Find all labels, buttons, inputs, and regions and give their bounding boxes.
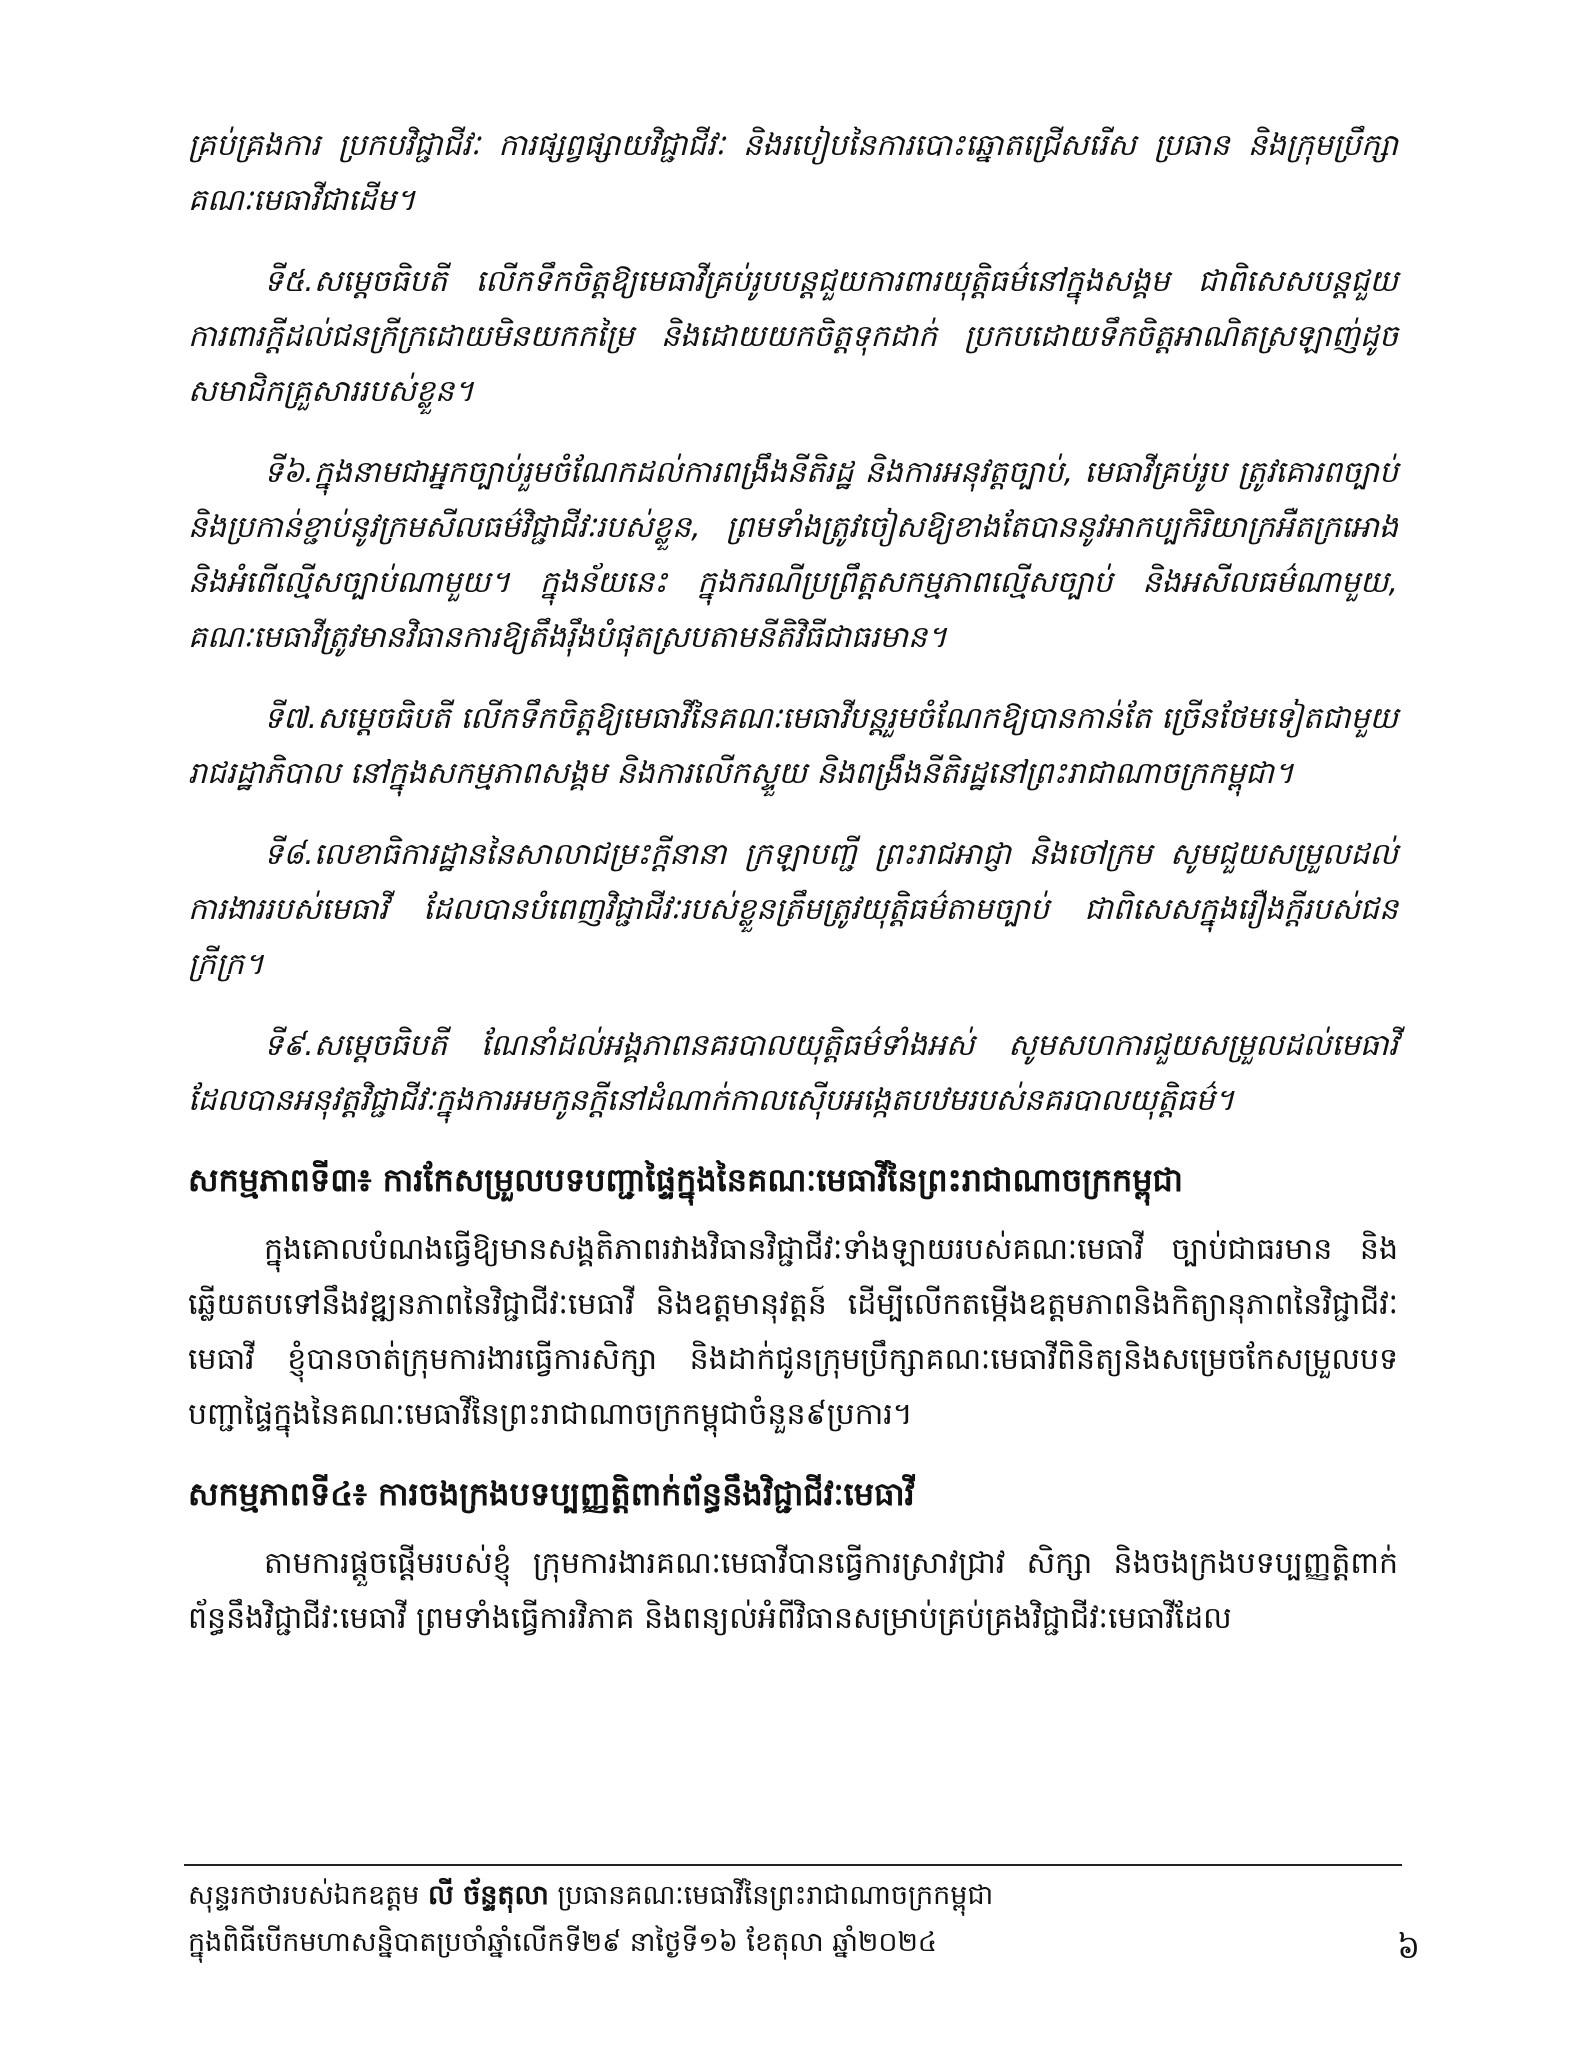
- item-9-paragraph: ទី៩.សម្តេចធិបតី ណែនាំដល់អង្គភាពនគរបាលយុត្តិធម៌ទាំងអស់ សូមសហការជួយសម្រួលដល់មេធាវី ដែលបានអនុវត្តវិជ្ជាជីវៈក្នុងការអមកូនក្តីនៅដំណាក់កាលស៊ើបអង្កេតបឋមរបស់នគរបាលយុត្តិធម៌។: [188, 1028, 1398, 1118]
- section-heading-activity-3: សកម្មភាពទី៣៖ ការកែសម្រួលបទបញ្ជាផ្ទៃក្នុងនៃគណៈមេធាវីនៃព្រះរាជាណាចក្រកម្ពុជា: [188, 1161, 1183, 1199]
- page-number: ៦: [1397, 1928, 1420, 1966]
- footer-line-2: ក្នុងពិធីបើកមហាសន្និបាតប្រចាំឆ្នាំលើកទី២៩ នាថ្ងៃទី១៦ ខែតុលា ឆ្នាំ២០២៤: [188, 1927, 937, 1958]
- section-heading-activity-4: សកម្មភាពទី៤៖ ការចងក្រងបទប្បញ្ញត្តិពាក់ព័ន្ធនឹងវិជ្ជាជីវៈមេធាវី: [188, 1475, 915, 1513]
- footer-divider: [184, 1864, 1402, 1866]
- footer-speaker-name: លី ច័ន្ទតុលា: [427, 1880, 549, 1911]
- item-5-paragraph: ទី៥.សម្តេចធិបតី លើកទឹកចិត្តឱ្យមេធាវីគ្រប់រូបបន្តជួយការពារយុត្តិធម៌នៅក្នុងសង្គម ជាពិសេសបន្តជួយការពារក្តីដល់ជនក្រីក្រដោយមិនយកកម្រៃ និងដោយយកចិត្តទុកដាក់ ប្រកបដោយទឹកចិត្តអាណិតស្រឡាញ់ដូចសមាជិកគ្រួសាររបស់ខ្លួន។: [188, 264, 1398, 409]
- footer-line-1: [188, 1872, 1398, 1919]
- footer-speech-label: សុន្ទរកថារបស់ឯកឧត្តម: [188, 1880, 420, 1911]
- item-7-paragraph: ទី៧.សម្តេចធិបតី លើកទឹកចិត្តឱ្យមេធាវីនៃគណៈមេធាវីបន្តរួមចំណែកឱ្យបានកាន់តែ ច្រើនថែមទៀតជាមួយរាជរដ្ឋាភិបាល នៅក្នុងសកម្មភាពសង្គម និងការលើកស្ទួយ និងពង្រឹងនីតិរដ្ឋនៅព្រះរាជាណាចក្រកម្ពុជា។: [188, 701, 1398, 791]
- activity-4-paragraph: តាមការផ្តួចផ្តើមរបស់ខ្ញុំ ក្រុមការងារគណៈមេធាវីបានធ្វើការស្រាវជ្រាវ សិក្សា និងចងក្រងបទប្បញ្ញត្តិពាក់ព័ន្ធនឹងវិជ្ជាជីវៈមេធាវី ព្រមទាំងធ្វើការវិភាគ និងពន្យល់អំពីវិធានសម្រាប់គ្រប់គ្រងវិជ្ជាជីវៈមេធាវីដែល: [188, 1546, 1398, 1636]
- item-8-paragraph: ទី៨.លេខាធិការដ្ឋាននៃសាលាជម្រះក្តីនានា ក្រឡាបញ្ជី ព្រះរាជអាជ្ញា និងចៅក្រម សូមជួយសម្រួលដល់ការងាររបស់មេធាវី ដែលបានបំពេញវិជ្ជាជីវៈរបស់ខ្លួនត្រឹមត្រូវយុត្តិធម៌តាមច្បាប់ ជាពិសេសក្នុងរឿងក្តីរបស់ជនក្រីក្រ។: [188, 837, 1398, 982]
- item-6-paragraph: ទី៦.ក្នុងនាមជាអ្នកច្បាប់រួមចំណែកដល់ការពង្រឹងនីតិរដ្ឋ និងការអនុវត្តច្បាប់, មេធាវីគ្រប់រូប ត្រូវគោរពច្បាប់ និងប្រកាន់ខ្ជាប់នូវក្រមសីលធម៌វិជ្ជាជីវៈរបស់ខ្លួន, ព្រមទាំងត្រូវចៀសឱ្យខាងតែបាននូវអាកប្បកិរិយាក្រអឺតក្រអោង និងអំពើល្មើសច្បាប់ណាមួយ។ ក្នុងន័យនេះ ក្នុងករណីប្រព្រឹត្តសកម្មភាពល្មើសច្បាប់ និងអសីលធម៌ណាមួយ, គណៈមេធាវីត្រូវមានវិធានការឱ្យតឹងរ៉ឹងបំផុតស្របតាមនីតិវិធីជាធរមាន។: [188, 455, 1398, 655]
- page-footer: [188, 1872, 1398, 1966]
- page-body: [188, 118, 1398, 1646]
- footer-speaker-title: ប្រធានគណៈមេធាវីនៃព្រះរាជាណាចក្រកម្ពុជា: [557, 1880, 994, 1911]
- continuation-paragraph: គ្រប់គ្រងការ ប្រកបវិជ្ជាជីវៈ ការផ្សព្វផ្សាយវិជ្ជាជីវៈ និងរបៀបនៃការបោះឆ្នោតជ្រើសរើស ប្រធាន និងក្រុមប្រឹក្សាគណៈមេធាវីជាដើម។: [188, 128, 1398, 218]
- activity-3-paragraph: ក្នុងគោលបំណងធ្វើឱ្យមានសង្គតិភាពរវាងវិធានវិជ្ជាជីវៈទាំងឡាយរបស់គណៈមេធាវី ច្បាប់ជាធរមាន និងឆ្លើយតបទៅនឹងវឌ្ឍនភាពនៃវិជ្ជាជីវៈមេធាវី និងឧត្តមានុវត្តន៍ ដើម្បីលើកតម្កើងឧត្តមភាពនិងកិត្យានុភាពនៃវិជ្ជាជីវៈមេធាវី ខ្ញុំបានចាត់ក្រុមការងារធ្វើការសិក្សា និងដាក់ជូនក្រុមប្រឹក្សាគណៈមេធាវីពិនិត្យនិងសម្រេចកែសម្រួលបទបញ្ជាផ្ទៃក្នុងនៃគណៈមេធាវីនៃព្រះរាជាណាចក្រកម្ពុជាចំនួន៩ប្រការ។: [188, 1232, 1398, 1432]
